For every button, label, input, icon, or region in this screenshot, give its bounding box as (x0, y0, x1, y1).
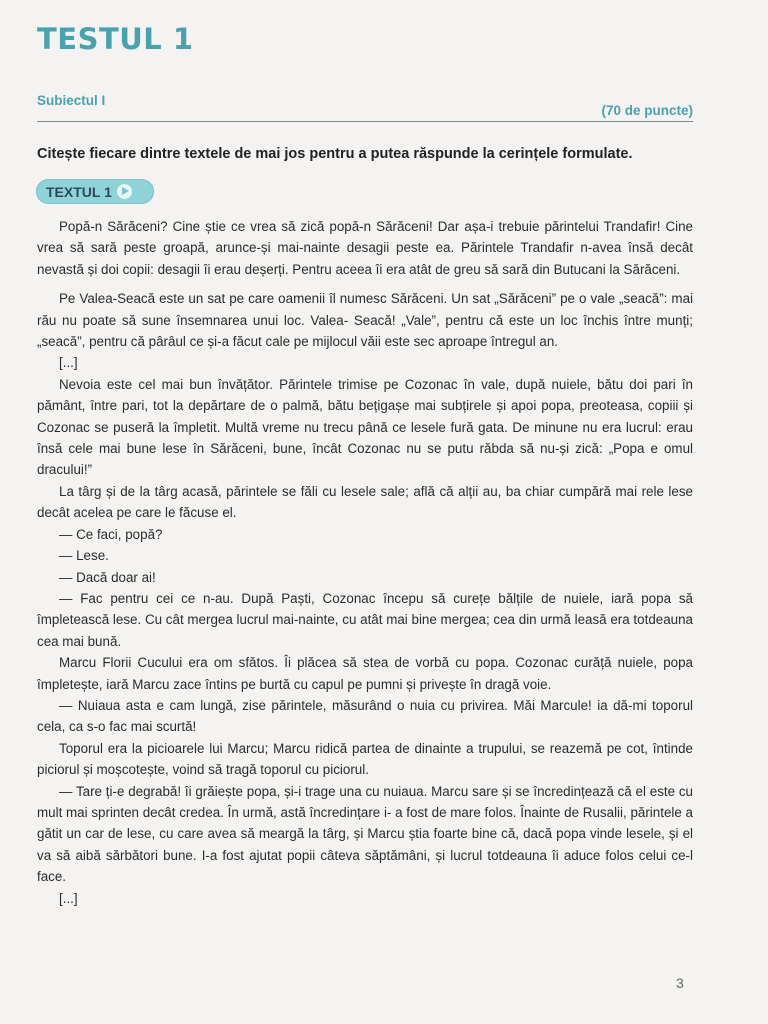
ellipsis: [...] (59, 890, 78, 906)
dialogue-line: — Tare ți-e degrabă! îi grăiește popa, și-i trage una cu nuiaua. Marcu sare și se încredințează că el este cu mult mai sprinten decât credea. În urmă, astă încredințare i- a fost de mare folos. Înainte de Rusalii, părintele a gătit un car de lese, cu care avea să meargă la târg, și Marcu știa foarte bine că, dacă popa vinde lesele, și el va să aibă sărbători bune. I-a fost ajutat popii câteva săptămâni, și lucrul totdeauna îi aduce folos celui ce-l face. (37, 783, 693, 885)
paragraph: Marcu Florii Cucului era om sfătos. Îi plăcea să stea de vorbă cu popa. Cozonac curăță nuiele, popa împletește, iară Marcu zace întins pe burtă cu capul pe pumni și privește în dragă voie. (37, 655, 693, 692)
ellipsis: [...] (59, 355, 78, 371)
play-icon (117, 184, 132, 199)
text-badge-label: TEXTUL 1 (46, 183, 112, 200)
dialogue-line: — Fac pentru cei ce n-au. După Paști, Cozonac începu să curețe bălțile de nuiele, iară popa să împletească lese. Cu cât mergea lucrul mai-nainte, cu atât mai bine mergea; cea din urmă leasă era totdeauna cea mai bună. (37, 590, 693, 649)
page-number: 3 (676, 975, 684, 991)
paragraph: Toporul era la picioarele lui Marcu; Marcu ridică partea de dinainte a trupului, se reazemă pe cot, întinde piciorul și moșcotește, voind să tragă toporul cu piciorul. (37, 740, 693, 778)
reading-text (37, 216, 693, 909)
page-title: TESTUL 1 (37, 22, 194, 56)
subject-label: Subiectul I (37, 93, 106, 108)
paragraph: Popă-n Sărăceni? Cine știe ce vrea să zică popă-n Sărăceni! Dar așa-i trebuie părintelui Trandafir! Cine vrea să sară peste groapă, arunce-și mai-nainte desagii peste ea. Părintele Trandafir n-avea însă decât nevastă și doi copii: desagii îi erau deșerți. Pentru aceea îi era atât de greu să sară din Butucani la Sărăceni. (37, 219, 693, 277)
subject-points: (70 de puncte) (601, 103, 693, 118)
dialogue-line: — Dacă doar ai! (59, 569, 156, 585)
paragraph: Nevoia este cel mai bun învățător. Părintele trimise pe Cozonac în vale, după nuiele, bătu doi pari în pământ, între pari, tot la depărtare de o palmă, bătu bețigașe mai subțirele și apoi popa, preoteasa, copiii și Cozonac se puseră la împletit. Multă vreme nu trecu până ce lesele fură gata. De minune nu era lucrul: erau însă cele mai bune lese în Sărăceni, bune, încât Cozonac nu se putu răbda să nu-și zică: „Popa e omul dracului!” (37, 376, 693, 478)
paragraph: Pe Valea-Seacă este un sat pe care oamenii îl numesc Sărăceni. Un sat „Sărăceni” pe o vale „seacă”: mai rău nu poate să sune însemnarea unui loc. Valea- Seacă! „Vale”, pentru că este un loc închis între munți; „seacă”, pentru că pârâul ce și-a făcut cale pe mijlocul văii este sec aproape întregul an. (37, 291, 693, 350)
paragraph: La târg și de la târg acasă, părintele se făli cu lesele sale; află că alții au, ba chiar cumpără mai rele lese decât acelea pe care le făcuse el. (37, 483, 693, 521)
dialogue-line: — Nuiaua asta e cam lungă, zise părintele, măsurând o nuia cu privirea. Măi Marcule! ia dă-mi toporul cela, ca s-o fac mai scurtă! (37, 697, 693, 735)
dialogue-line: — Ce faci, popă? (59, 526, 163, 542)
dialogue-line: — Lese. (59, 548, 109, 564)
text-badge (36, 179, 154, 204)
subject-header (37, 93, 693, 122)
instruction-text: Citește fiecare dintre textele de mai jos pentru a putea răspunde la cerințele formulate. (37, 146, 633, 162)
